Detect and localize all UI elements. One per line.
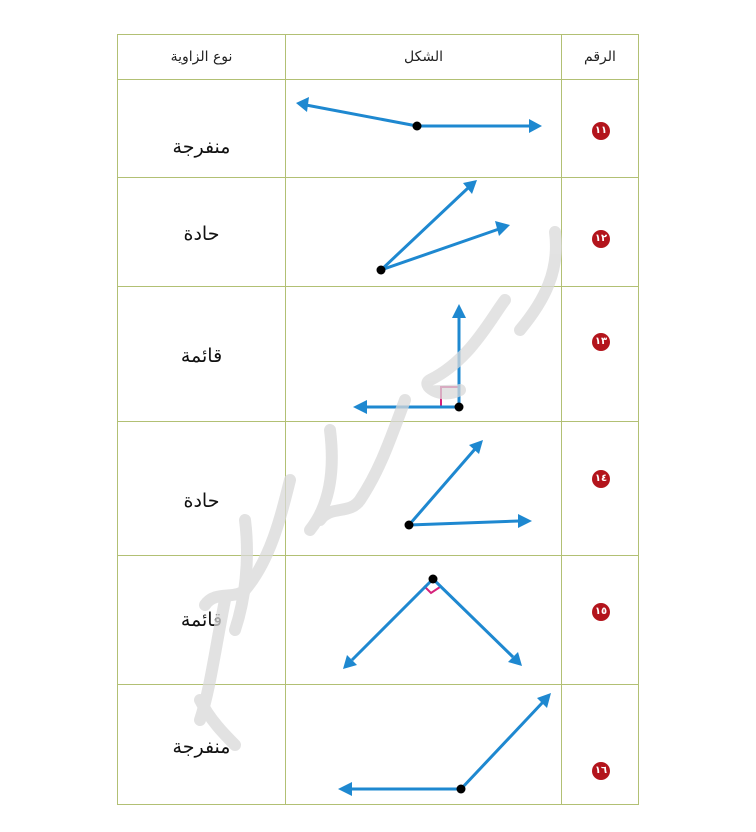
number-cell — [562, 422, 639, 556]
shape-cell — [286, 422, 562, 556]
angle-type-cell — [118, 287, 286, 422]
angle-types-table — [117, 34, 639, 805]
angle-type-cell — [118, 556, 286, 685]
shape-cell — [286, 178, 562, 287]
right-angle-icon — [286, 556, 562, 685]
angle-type-label: منفرجة — [172, 735, 231, 758]
angle-type-label: حادة — [183, 489, 220, 512]
number-cell — [562, 80, 639, 178]
row-number-badge: ١١ — [592, 122, 610, 140]
obtuse-angle-icon — [286, 80, 562, 178]
angle-type-label: حادة — [183, 223, 220, 245]
row-number-badge: ١٦ — [592, 762, 610, 780]
row-number-badge: ١٥ — [592, 603, 610, 621]
angle-type-cell — [118, 178, 286, 287]
header-angle-type: نوع الزاوية — [118, 35, 286, 80]
angle-type-cell — [118, 80, 286, 178]
shape-cell — [286, 80, 562, 178]
header-shape: الشكل — [286, 35, 562, 80]
obtuse-angle-icon — [286, 685, 562, 805]
row-number-badge: ١٣ — [592, 333, 610, 351]
table-row — [118, 287, 639, 422]
table-row — [118, 422, 639, 556]
table-header-row — [118, 35, 639, 80]
number-cell — [562, 556, 639, 685]
angle-type-label: منفرجة — [172, 135, 231, 158]
shape-cell — [286, 287, 562, 422]
row-number-badge: ١٤ — [592, 470, 610, 488]
acute-angle-icon — [286, 422, 562, 556]
shape-cell — [286, 556, 562, 685]
table-row — [118, 556, 639, 685]
right-angle-icon — [286, 287, 562, 422]
angle-type-cell — [118, 685, 286, 805]
angle-type-label: قائمة — [180, 609, 223, 631]
angle-type-cell — [118, 422, 286, 556]
table-row — [118, 685, 639, 805]
number-cell — [562, 178, 639, 287]
number-cell — [562, 685, 639, 805]
number-cell — [562, 287, 639, 422]
angle-type-label: قائمة — [180, 345, 223, 367]
shape-cell — [286, 685, 562, 805]
header-number: الرقم — [562, 35, 639, 80]
table-row — [118, 178, 639, 287]
row-number-badge: ١٢ — [592, 230, 610, 248]
acute-angle-icon — [286, 178, 562, 287]
table-row — [118, 80, 639, 178]
